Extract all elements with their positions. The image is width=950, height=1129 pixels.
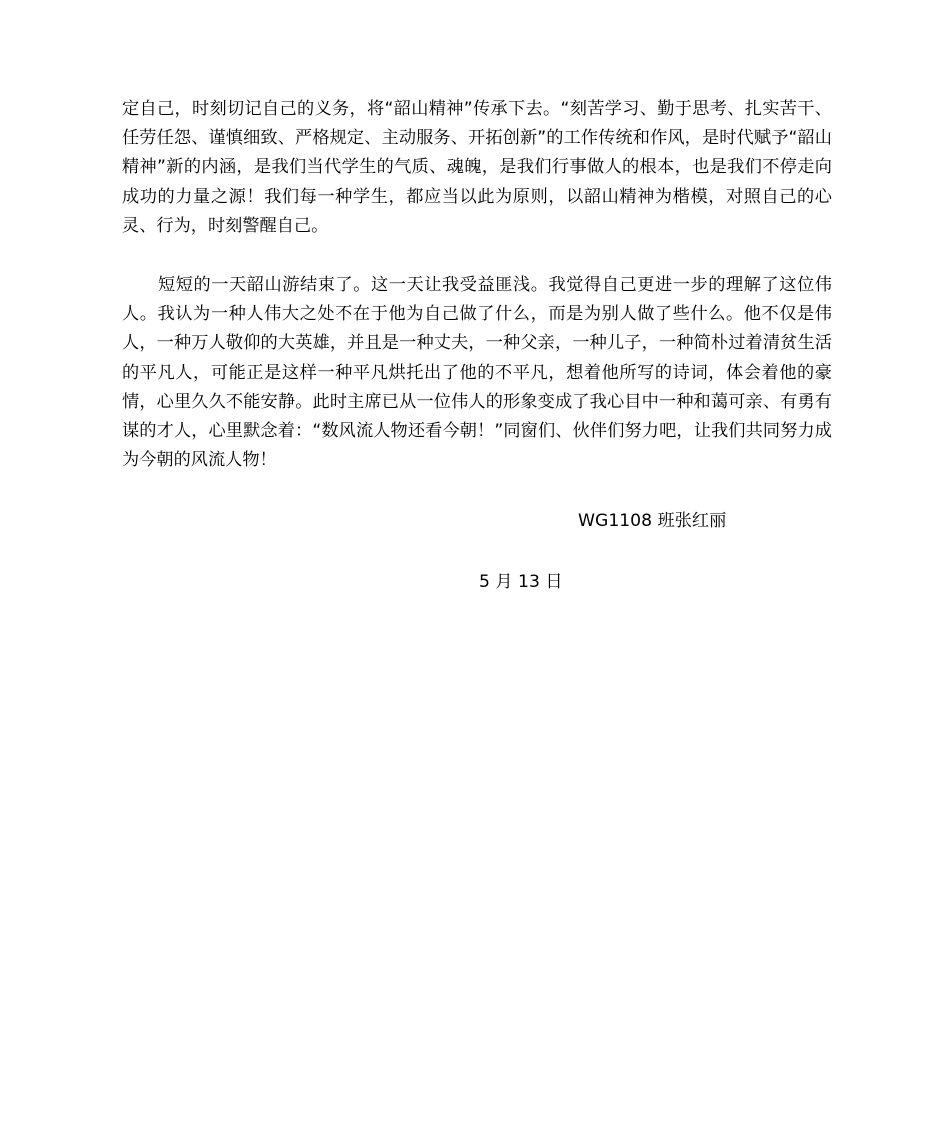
- document-date: 5 月 13 日: [479, 572, 563, 592]
- paragraph-1: 定自己，时刻切记自己的义务，将“韶山精神”传承下去。“刻苦学习、勤于思考、扎实苦干、任劳任怨、谨慎细致、严格规定、主动服务、开拓创新”的工作传统和作风，是时代赋予“韶山精神”新的内涵，是我们当代学生的气质、魂魄，是我们行事做人的根本，也是我们不停走向成功的力量之源！我们每一种学生，都应当以此为原则，以韶山精神为楷模，对照自己的心灵、行为，时刻警醒自己。: [122, 99, 832, 236]
- author-signature: WG1108 班张红丽: [578, 511, 727, 531]
- paragraph-2: 短短的一天韶山游结束了。这一天让我受益匪浅。我觉得自己更进一步的理解了这位伟人。我认为一种人伟大之处不在于他为自己做了什么，而是为别人做了些什么。他不仅是伟人，一种万人敬仰的大英雄，并且是一种丈夫，一种父亲，一种儿子，一种简朴过着清贫生活的平凡人，可能正是这样一种平凡烘托出了他的不平凡，想着他所写的诗词，体会着他的豪情，心里久久不能安静。此时主席已从一位伟人的形象变成了我心目中一种和蔼可亲、有勇有谋的才人，心里默念着：“数风流人物还看今朝！”同窗们、伙伴们努力吧，让我们共同努力成为今朝的风流人物！: [122, 275, 832, 471]
